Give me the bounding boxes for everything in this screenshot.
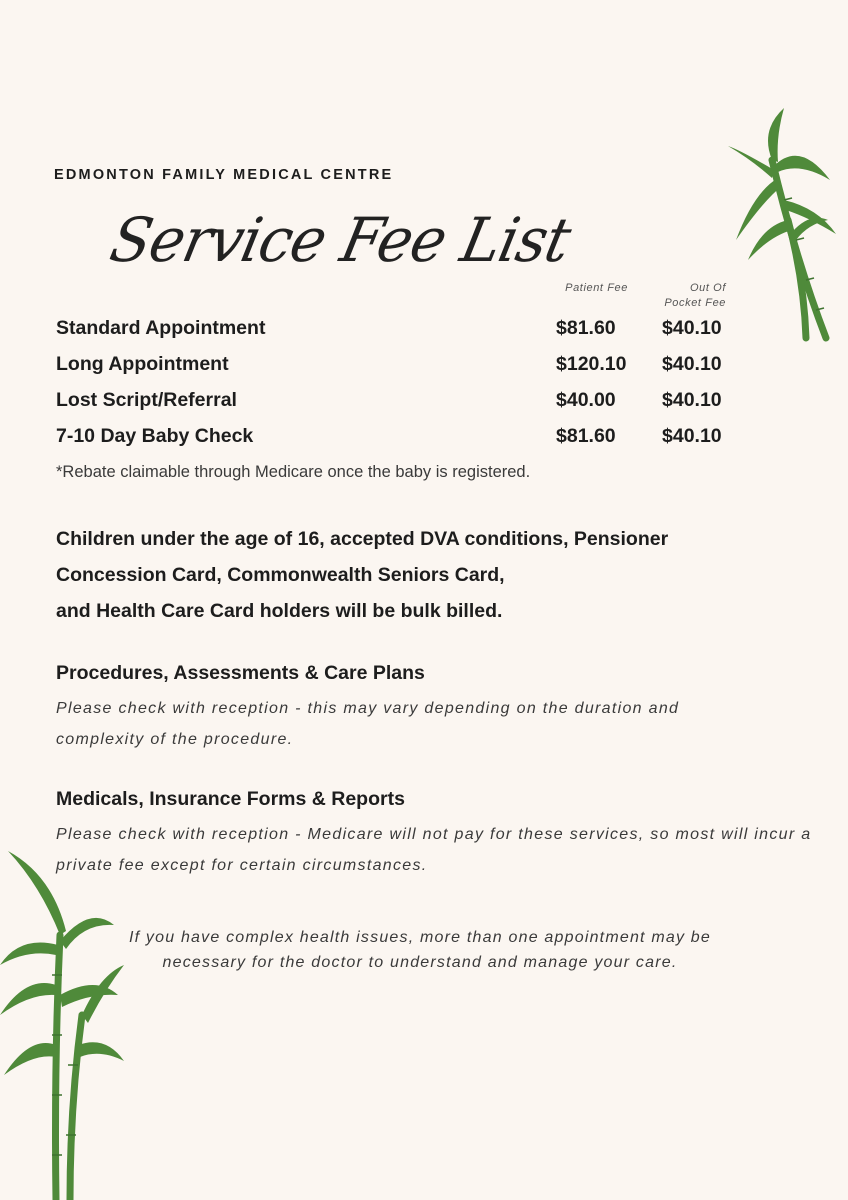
fee-patient-amount: $120.10: [556, 353, 627, 375]
fee-out-of-pocket-amount: $40.10: [662, 317, 722, 339]
bulk-billing-line: Children under the age of 16, accepted DVA conditions, Pensioner: [56, 528, 669, 550]
fee-row: [56, 317, 736, 353]
procedures-heading: Procedures, Assessments & Care Plans: [56, 662, 425, 684]
fee-service-name: 7-10 Day Baby Check: [56, 425, 254, 447]
medicals-heading: Medicals, Insurance Forms & Reports: [56, 788, 405, 810]
fee-patient-amount: $81.60: [556, 317, 616, 339]
column-header-out-of-pocket-line2: Pocket Fee: [664, 297, 726, 309]
clinic-name: EDMONTON FAMILY MEDICAL CENTRE: [54, 167, 394, 183]
sugarcane-bottom-left-icon: [0, 845, 125, 1200]
sugarcane-top-right-icon: [700, 100, 848, 350]
bulk-billing-line: Concession Card, Commonwealth Seniors Card,: [56, 564, 505, 586]
fee-table: [56, 317, 736, 461]
fee-patient-amount: $81.60: [556, 425, 616, 447]
rebate-note: *Rebate claimable through Medicare once the baby is registered.: [56, 463, 531, 481]
fee-out-of-pocket-amount: $40.10: [662, 425, 722, 447]
fee-service-name: Lost Script/Referral: [56, 389, 237, 411]
column-header-out-of-pocket-line1: Out Of: [690, 282, 726, 294]
fee-out-of-pocket-amount: $40.10: [662, 389, 722, 411]
bulk-billing-statement: [56, 521, 776, 629]
fee-out-of-pocket-amount: $40.10: [662, 353, 722, 375]
fee-row: [56, 425, 736, 461]
procedures-body: Please check with reception - this may vary depending on the duration and complexity of the procedure.: [56, 700, 680, 748]
fee-service-name: Long Appointment: [56, 353, 229, 375]
fee-service-name: Standard Appointment: [56, 317, 266, 339]
medicals-body: Please check with reception - Medicare will not pay for these services, so most will incur a private fee except for certain circumstances.: [56, 826, 812, 874]
bulk-billing-line: and Health Care Card holders will be bulk billed.: [56, 600, 503, 622]
column-header-out-of-pocket: [650, 281, 726, 311]
closing-note: If you have complex health issues, more than one appointment may be necessary for the doctor to understand and manage your care.: [128, 929, 712, 971]
document-title: Service Fee List: [104, 204, 577, 276]
column-header-patient-fee: Patient Fee: [565, 282, 628, 294]
fee-row: [56, 389, 736, 425]
fee-row: [56, 353, 736, 389]
fee-patient-amount: $40.00: [556, 389, 616, 411]
